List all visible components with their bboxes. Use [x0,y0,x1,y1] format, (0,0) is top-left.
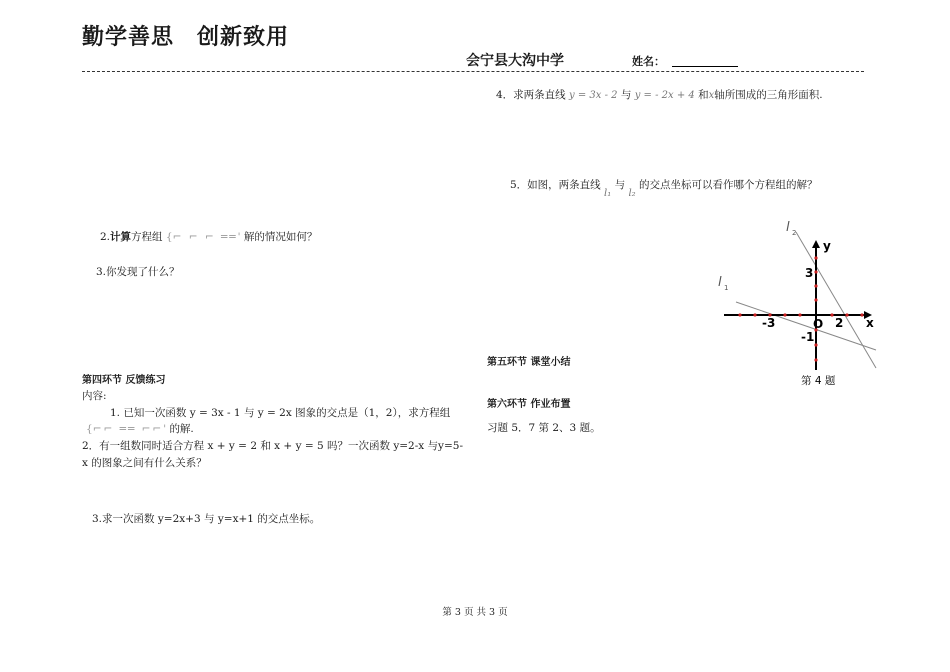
coordinate-figure [700,210,890,395]
question-4-equation-1: y = 3x - 2 [569,90,618,101]
section-6-title: 第六环节 作业布置 [487,399,571,410]
y-axis-label: y [823,239,831,253]
question-2-text: 方程组 [131,231,163,243]
question-4-text-b: 与 [620,89,632,101]
section-5-title: 第五环节 课堂小结 [487,357,571,368]
content-label: 内容: [82,390,107,402]
question-3: 3.你发现了什么？ [96,266,180,278]
question-2-number: 2. [100,231,111,243]
section-4-title: 第四环节 反馈练习 [82,375,166,386]
y-tick-neg-1: -1 [801,330,815,344]
question-5-line-l1: l₁ [604,188,612,199]
question-5-text-b: 与 [614,179,626,191]
label-l1: l [718,275,722,290]
line-l2 [796,232,876,368]
equation-system-image: {⌐ ⌐ ⌐ ══' [165,231,241,243]
question-4-text-d: 轴所围成的三角形面积. [714,89,823,101]
question-4-equation-2: y = - 2x + 4 [634,90,695,101]
name-label: 姓名： [632,55,665,68]
label-l1-subscript: 1 [724,284,729,292]
label-l2: l [786,220,790,235]
question-4-text-c: 和 [698,89,709,101]
school-name: 会宁县大沟中学 [466,53,564,69]
question-5-text-a: 5．如图，两条直线 [510,179,601,191]
y-tick-3: 3 [805,266,814,280]
exercise-1-line2 [86,421,194,436]
page-motto: 勤学善思 创新致用 [82,25,290,50]
figure-caption: 第 4 题 [801,375,836,387]
question-4 [496,87,823,102]
equation-system-image-2: {⌐⌐ ══ ⌐⌐' [86,423,167,435]
name-blank-line [672,66,738,67]
x-tick-neg-3: -3 [762,316,776,330]
origin-label: O [813,317,824,331]
question-5-text-c: 的交点坐标可以看作哪个方程组的解？ [639,179,818,191]
question-2 [100,229,317,244]
question-5 [510,177,818,199]
page-footer: 第 3 页 共 3 页 [442,607,508,618]
exercise-2: 2．有一组数同时适合方程 x + y = 2 和 x + y = 5 吗？一次函数 y=2-x 与y=5-x 的图象之间有什么关系？ [82,440,464,469]
question-5-line-l2: l₂ [628,188,636,199]
homework-text: 习题 5．7 第 2、3 题。 [487,422,601,434]
x-axis-label: x [866,316,874,330]
exercise-1-tail: 的解. [169,423,194,435]
exercise-3: 3.求一次函数 y=2x+3 与 y=x+1 的交点坐标。 [92,513,321,525]
question-4-variable: x [708,90,715,101]
question-2-bold: 计算 [110,231,132,243]
header-divider [82,71,864,72]
label-l2-subscript: 2 [792,229,797,237]
exercise-1-line1: 1. 已知一次函数 y = 3x - 1 与 y = 2x 图象的交点是（1，2），求方程组 [110,407,451,419]
x-tick-2: 2 [835,316,844,330]
question-4-text-a: 4．求两条直线 [496,89,566,101]
y-axis-arrow [812,240,820,248]
question-2-suffix: 解的情况如何？ [243,231,318,243]
